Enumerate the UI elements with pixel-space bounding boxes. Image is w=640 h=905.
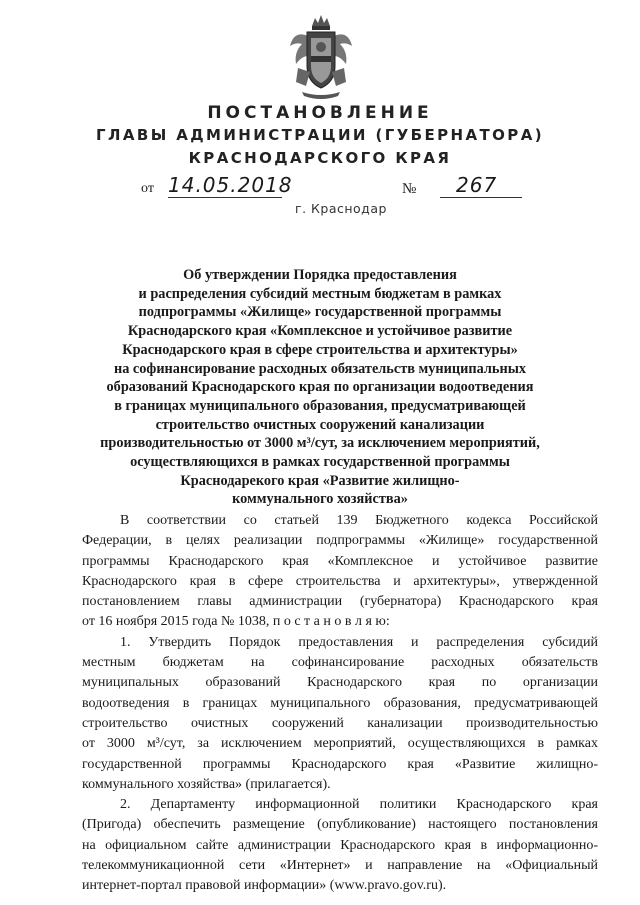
date-label: от [141,181,154,196]
body-line: от 16 ноября 2015 года № 1038, п о с т а н о в л я ю: [82,614,390,630]
title-line: коммунального хозяйства» [232,491,408,508]
body-line: государственной программы Краснодарского края «Развитие жилищно- [82,756,598,772]
body-line: телекоммуникационной сети «Интернет» и направление на «Официальный [82,858,598,874]
body-line: местным бюджетам на софинансирование расходных обязательств [82,655,598,671]
title-line: производительностью от 3000 м³/сут, за исключением мероприятий, [100,435,540,452]
document-date: 14.05.2018 [168,173,293,197]
document-type-heading: ПОСТАНОВЛЕНИЕ [207,103,433,123]
title-line: Краснодарского края в сфере строительства и архитектуры» [122,341,518,358]
document-number: 267 [440,173,522,198]
title-line: осуществляющихся в рамках государственной программы [130,454,510,471]
body-line: интернет-портал правовой информации» (www.pravo.gov.ru). [82,878,447,894]
title-line: Краснодарского края «Комплексное и устойчивое развитие [127,323,513,340]
title-line: Краснодарекого края «Развитие жилищно- [180,472,460,489]
body-line: строительство очистных сооружений канализации производительностью [82,715,598,731]
region-heading: КРАСНОДАРСКОГО КРАЯ [188,149,452,167]
body-line: муниципальных образований Краснодарского края по организации [82,675,598,691]
title-line: Об утверждении Порядка предоставления [183,267,457,283]
body-line: (Пригода) обеспечить размещение (опубликование) настоящего постановления [82,817,598,833]
body-line: постановлением главы администрации (губернатора) Краснодарского края [82,594,598,610]
document-body [82,511,598,897]
city-label: г. Краснодар [295,201,387,216]
body-line: В соответствии со статьей 139 Бюджетного кодекса Российской [120,513,598,528]
body-line: коммунального хозяйства» (прилагается). [82,776,331,792]
body-line: на официальном сайте администрации Краснодарского края в информационно- [82,837,598,853]
body-line: Федерации, в целях реализации подпрограммы «Жилище» государственной [82,533,598,549]
body-line: 1. Утвердить Порядок предоставления и распределения субсидий [120,634,598,650]
body-line: Краснодарского края в сфере строительства и архитектуры», утвержденной [82,573,598,589]
coat-of-arms-icon [288,12,354,100]
title-line: в границах муниципального образования, предусматривающей [114,397,526,414]
body-line: от 3000 м³/сут, за исключением мероприятий, осуществляющихся в рамках [82,736,598,752]
body-line: 2. Департаменту информационной политики Краснодарского края [120,797,598,813]
title-line: образований Краснодарского края по организации водоотведения [106,379,534,396]
title-line: строительство очистных сооружений канализации [155,416,485,433]
title-line: подпрограммы «Жилище» государственной программы [138,304,502,321]
number-label: № [402,181,417,197]
title-line: на софинансирование расходных обязательств муниципальных [113,360,527,377]
body-line: водоотведения в границах муниципального образования, предусматривающей [82,695,598,711]
body-line: программы Краснодарского края «Комплексное и устойчивое развитие [82,553,598,569]
title-line: и распределения субсидий местным бюджетам в рамках [138,285,502,302]
issuer-heading: ГЛАВЫ АДМИНИСТРАЦИИ (ГУБЕРНАТОРА) [96,126,544,144]
document-title [80,266,560,509]
